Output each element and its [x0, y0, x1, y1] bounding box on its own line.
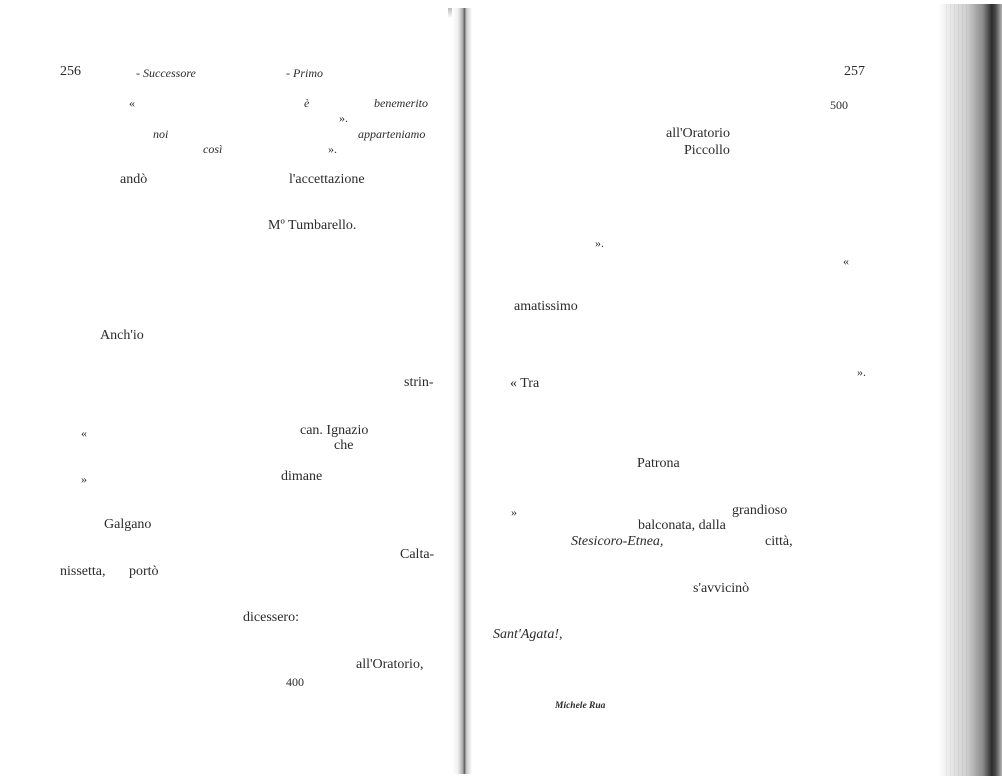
word-stesicoro: Stesicoro-Etnea,	[571, 534, 664, 549]
word-tra: « Tra	[510, 376, 540, 391]
word-tumbarello: Mº Tumbarello.	[268, 218, 357, 233]
word-dicessero: dicessero:	[243, 610, 299, 625]
right-page-number: 257	[844, 64, 865, 79]
quote-close: ».	[328, 142, 337, 156]
word-balconata: balconata, dalla	[638, 518, 726, 533]
word-anchio: Anch'io	[100, 328, 144, 343]
word-ando: andò	[120, 172, 148, 187]
word-apparteniamo: apparteniamo	[358, 127, 426, 141]
word-400: 400	[286, 675, 304, 689]
quote-open: «	[129, 96, 135, 110]
word-calta: Calta-	[400, 547, 435, 562]
word-strin: strin-	[404, 375, 434, 390]
word-benemerito: benemerito	[374, 96, 428, 110]
word-all-oratorio: all'Oratorio,	[356, 657, 424, 672]
word-citta: città,	[765, 534, 793, 549]
word-porto: portò	[129, 564, 159, 579]
word-avvicino: s'avvicinò	[693, 581, 750, 596]
quote-close: »	[81, 472, 87, 486]
quote-close: ».	[339, 111, 348, 125]
word-noi: noi	[153, 127, 169, 141]
page-edge-lines	[946, 4, 970, 776]
word-dimane: dimane	[281, 469, 323, 484]
word-amatissimo: amatissimo	[514, 299, 578, 314]
quote-close: ».	[857, 365, 866, 379]
word-successore: - Successore	[136, 66, 196, 80]
word-cosi: così	[203, 142, 223, 156]
quote-open: «	[81, 426, 87, 440]
word-all-oratorio: all'Oratorio	[666, 126, 730, 141]
footer-author: Michele Rua	[555, 701, 606, 711]
word-piccollo: Piccollo	[684, 143, 730, 158]
quote-close: »	[511, 505, 517, 519]
word-accettazione: l'accettazione	[289, 172, 365, 187]
word-galgano: Galgano	[104, 517, 152, 532]
quote-close: ».	[595, 236, 604, 250]
word-primo: - Primo	[286, 66, 323, 80]
word-500: 500	[830, 98, 848, 112]
word-nissetta: nissetta,	[60, 564, 106, 579]
word-santagata: Sant'Agata!,	[493, 627, 563, 642]
quote-open: «	[843, 254, 849, 268]
word-grandioso: grandioso	[732, 503, 788, 518]
word-can-ignazio: can. Ignazio	[300, 423, 369, 438]
word-e: è	[304, 96, 310, 110]
word-patrona: Patrona	[637, 456, 680, 471]
left-page-number: 256	[60, 64, 81, 79]
word-che: che	[334, 438, 354, 453]
book-gutter	[452, 8, 472, 774]
